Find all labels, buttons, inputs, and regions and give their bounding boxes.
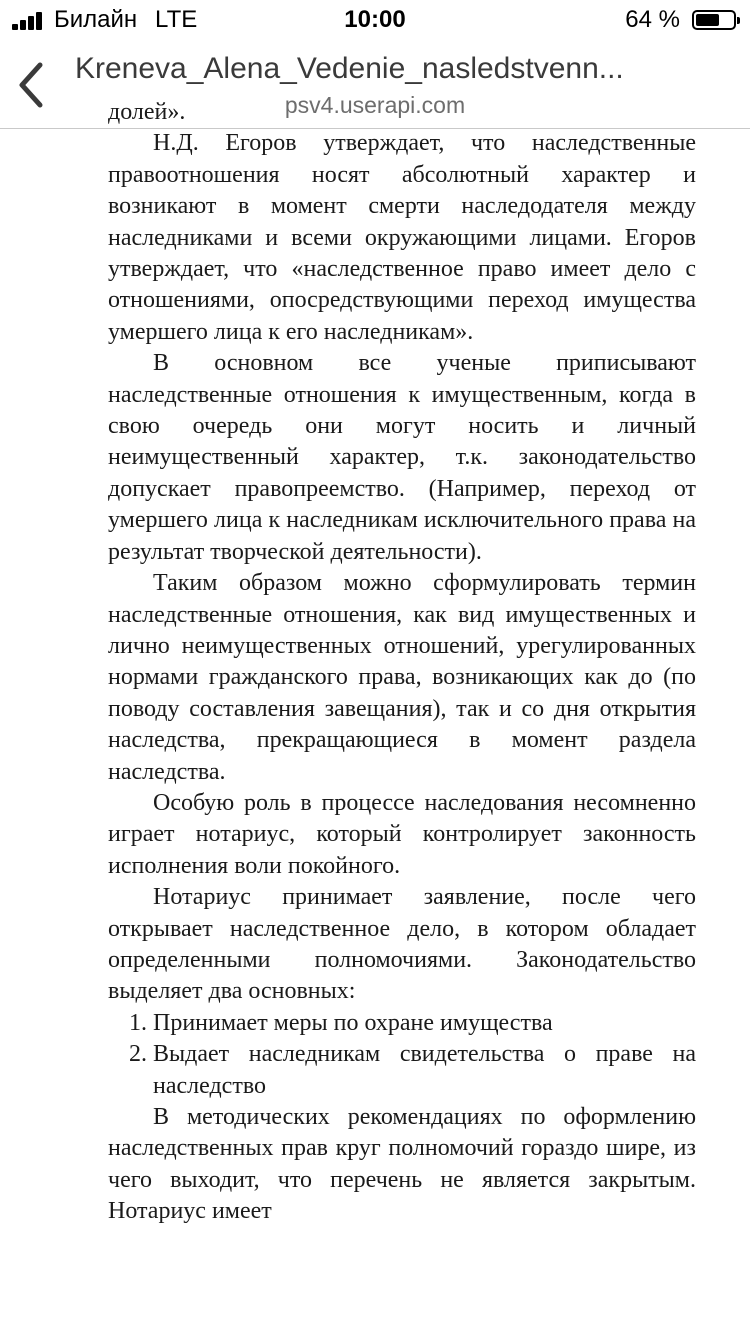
list-item: 2. Выдает наследникам свидетельства о праве на наследство <box>153 1039 696 1102</box>
paragraph: Нотариус принимает заявление, после чего открывает наследственное дело, в котором обладает определенными полномочиями. Законодательство выделяет два основных: <box>108 884 696 1005</box>
list-item: 1. Принимает меры по охране имущества <box>153 1008 696 1039</box>
paragraph: Таким образом можно сформулировать термин наследственные отношения, как вид имущественных и лично неимущественных отношений, урегулированных нормами гражданского права, возникающих как до (по поводу составления завещания), так и со дня открытия наследства, прекращающиеся в момент раздела наследства. <box>108 570 696 785</box>
top-fragment: долей». <box>108 99 186 125</box>
network-type: LTE <box>155 6 198 33</box>
carrier-name: Билайн <box>54 6 138 33</box>
paragraph: Особую роль в процессе наследования несомненно играет нотариус, который контролирует законность исполнения воли покойного. <box>108 789 696 879</box>
battery-percent: 64 % <box>625 6 680 33</box>
paragraph: В основном все ученые приписывают наследственные отношения к имущественным, когда в свою очередь они могут носить и личный неимущественный характер, т.к. законодательство допускает правопреемство. (Например, переход от умершего лица к наследникам исключительного права на результат творческой деятельности). <box>108 350 696 565</box>
paragraph: Н.Д. Егоров утверждает, что наследственные правоотношения носят абсолютный характер и возникают в момент смерти наследодателя между наследниками и всеми окружающими лицами. Егоров утверждает, что «наследственное право имеет дело с отношениями, опосредствующими переход имущества умершего лица к его наследникам». <box>108 130 696 345</box>
document-page <box>108 97 696 1228</box>
powers-list <box>108 1008 696 1102</box>
battery-icon <box>692 10 736 30</box>
status-time: 10:00 <box>344 6 406 33</box>
document-title: Kreneva_Alena_Vedenie_nasledstvenn... <box>75 52 624 85</box>
document-host: psv4.userapi.com <box>284 92 466 118</box>
paragraph: В методических рекомендациях по оформлению наследственных прав круг полномочий гораздо шире, из чего выходит, что перечень не является закрытым. Нотариус имеет <box>108 1104 696 1225</box>
status-bar <box>0 0 750 40</box>
